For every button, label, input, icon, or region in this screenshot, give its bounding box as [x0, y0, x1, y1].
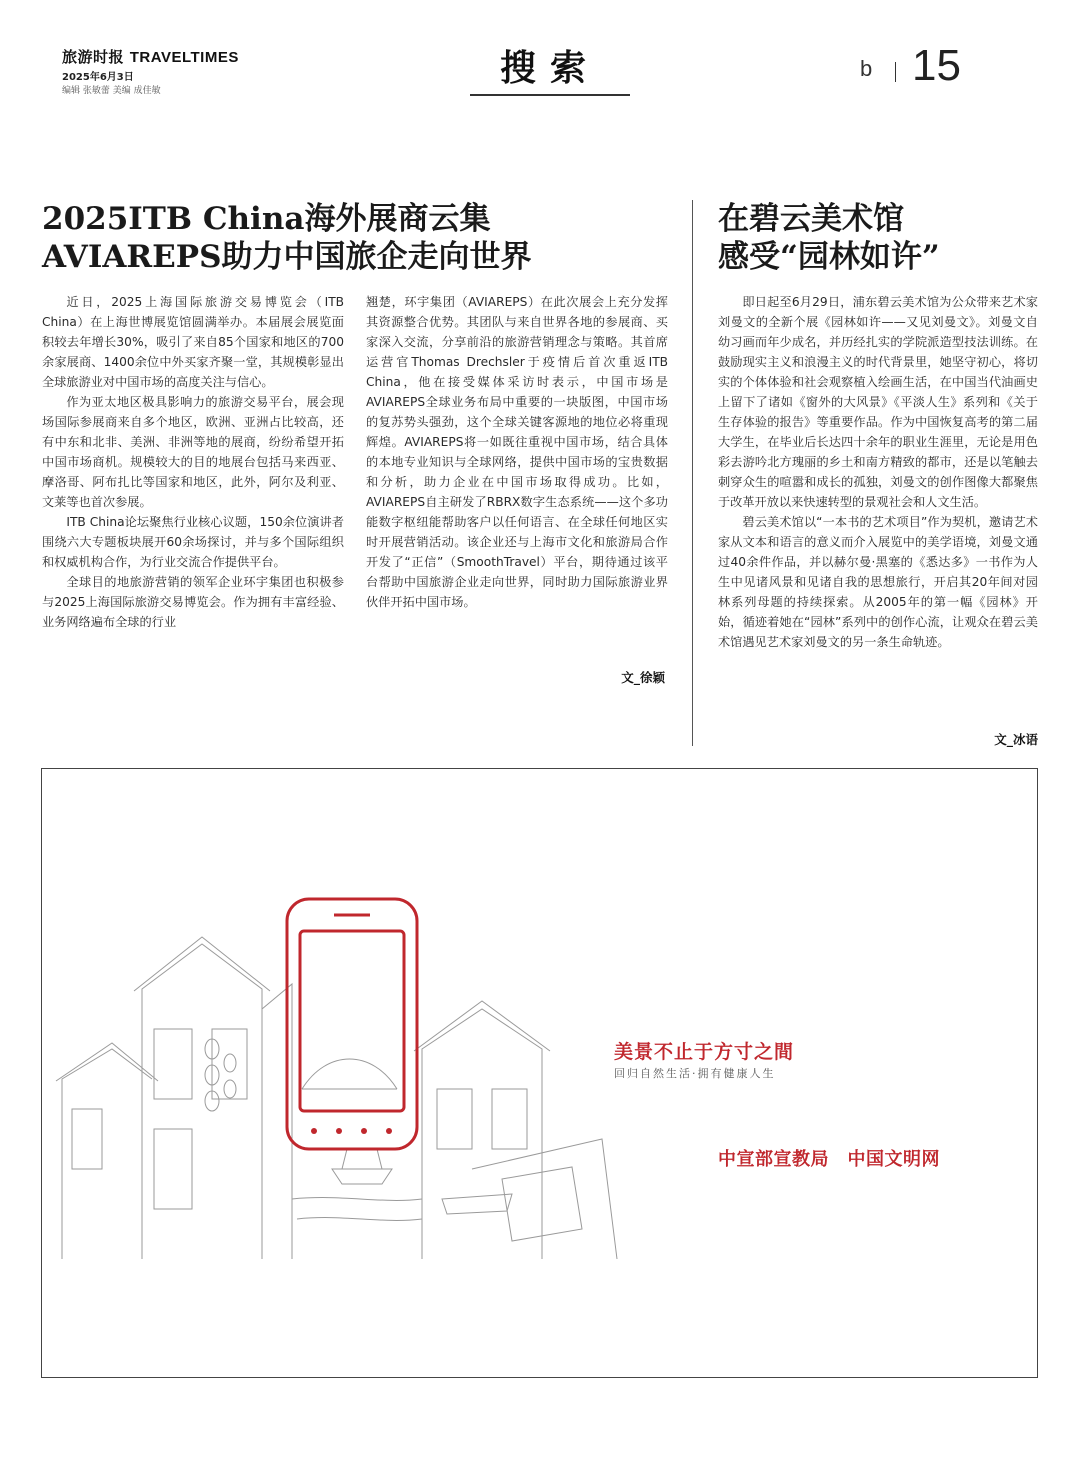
section-title: 搜索 — [499, 47, 600, 89]
article1-column-2 — [366, 292, 668, 612]
article1-column-1 — [42, 292, 344, 632]
article1-paragraph: 作为亚太地区极具影响力的旅游交易平台，展会现场国际参展商来自多个地区，欧洲、亚洲占比较高，还有中东和北非、美洲、非洲等地的展商，纷纷希望开拓中国市场商机。规模较大的目的地展台包括马来西亚、摩洛哥、阿布扎比等国家和地区，此外，阿尔及利亚、文莱等也首次参展。 — [42, 395, 344, 509]
ad-credit: 中宣部宣教局 中国文明网 — [718, 1149, 940, 1170]
article1-paragraph: ITB China论坛聚焦行业核心议题，150余位演讲者围绕六大专题板块展开60余场探讨，并与多个国际组织和权威机构合作，为行业交流合作提供平台。 — [42, 515, 344, 569]
article2-paragraph: 碧云美术馆以“一本书的艺术项目”作为契机，邀请艺术家从文本和语言的意义而介入展览中的美学语境，刘曼文通过40余件作品，并以赫尔曼·黑塞的《悉达多》一书作为人生中见诸风景和见诸自我的思想旅行，开启其20年间对园林系列母题的持续探索。从2005年的第一幅《园林》开始，循迹着她在“园林”系列中的创作心流，让观众在碧云美术馆遇见艺术家刘曼文的另一条生命轨迹。 — [718, 515, 1038, 649]
article2-headline-line1: 在碧云美术馆 — [718, 201, 904, 237]
masthead-date: 2025年6月3日 — [62, 72, 134, 83]
article1-paragraph: 近日，2025上海国际旅游交易博览会（ITB China）在上海世博展览馆圆满举办。本届展会展览面积较去年增长30%，吸引了来自85个国家和地区的700余家展商、1400余位中外买家齐聚一堂，其规模彰显出全球旅游业对中国市场的高度关注与信心。 — [42, 295, 344, 389]
masthead-editors: 编辑 张敏蕾 美编 成佳敏 — [62, 86, 161, 96]
article2-body — [718, 292, 1038, 652]
page-number: 15 — [912, 41, 961, 90]
section-title-rule — [470, 94, 630, 96]
masthead-name-en: TRAVELTIMES — [129, 49, 239, 66]
article1-byline: 文_徐颖 — [621, 670, 665, 685]
article1-headline-line2: AVIAREPS助力中国旅企走向世界 — [42, 239, 532, 275]
ad-slogan: 美景不止于方寸之間 — [614, 1041, 795, 1063]
page-number-divider — [895, 62, 896, 82]
article2-paragraph: 即日起至6月29日，浦东碧云美术馆为公众带来艺术家刘曼文的全新个展《园林如许——又见刘曼文》。刘曼文自幼习画而年少成名，并历经扎实的学院派造型技法训练。在鼓励现实主义和浪漫主义的时代背景里，她坚守初心，将切实的个体体验和社会观察植入绘画生活，在中国当代油画史上留下了诸如《窗外的大风景》《平淡人生》系列和《关于生存体验的报告》等重要作品。作为中国恢复高考的第二届大学生，在毕业后长达四十余年的职业生涯里，无论是用色彩去游吟北方瑰丽的乡土和南方精致的都市，还是以笔触去刺穿众生的喧嚣和成长的孤独，刘曼文的创作图像大都聚焦于改革开放以来快速转型的景观社会和人文生活。 — [718, 295, 1038, 509]
public-service-ad — [41, 768, 1038, 1378]
article1-paragraph: 全球目的地旅游营销的领军企业环宇集团也积极参与2025上海国际旅游交易博览会。作为拥有丰富经验、业务网络遍布全球的行业 — [42, 575, 344, 629]
column-divider — [692, 200, 693, 746]
ad-subtitle: 回归自然生活·拥有健康人生 — [614, 1067, 776, 1080]
article1-headline-line1: 2025ITB China海外展商云集 — [42, 201, 491, 237]
masthead-name-cn: 旅游时报 — [62, 48, 125, 66]
page-letter: b — [860, 56, 873, 81]
article1-paragraph: 翘楚，环宇集团（AVIAREPS）在此次展会上充分发挥其资源整合优势。其团队与来自世界各地的参展商、买家深入交流，分享前沿的旅游营销理念与策略。其首席运营官Thomas Drechsler于疫情后首次重返ITB China，他在接受媒体采访时表示，中国市场是AVIAREPS全球业务布局中重要的一块版图，中国市场的复苏势头强劲，这个全球关键客源地的地位必将重现辉煌。AVIAREPS将一如既往重视中国市场，结合具体的本地专业知识与全球网络，提供中国市场的宝贵数据和分析，助力企业在中国市场取得成功。比如，AVIAREPS自主研发了RBRX数字生态系统——这个多功能数字枢纽能帮助客户以任何语言、在全球任何地区实时开展营销活动。该企业还与上海市文化和旅游局合作开发了“正信”（SmoothTravel）平台，期待通过该平台帮助中国旅游企业走向世界，同时助力国际旅游业界伙伴开拓中国市场。 — [366, 295, 668, 609]
article2-byline: 文_冰语 — [994, 732, 1038, 747]
phone-sketch-illustration — [42, 849, 622, 1269]
article2-headline-line2: 感受“园林如许” — [718, 239, 940, 275]
masthead-name — [62, 46, 239, 67]
